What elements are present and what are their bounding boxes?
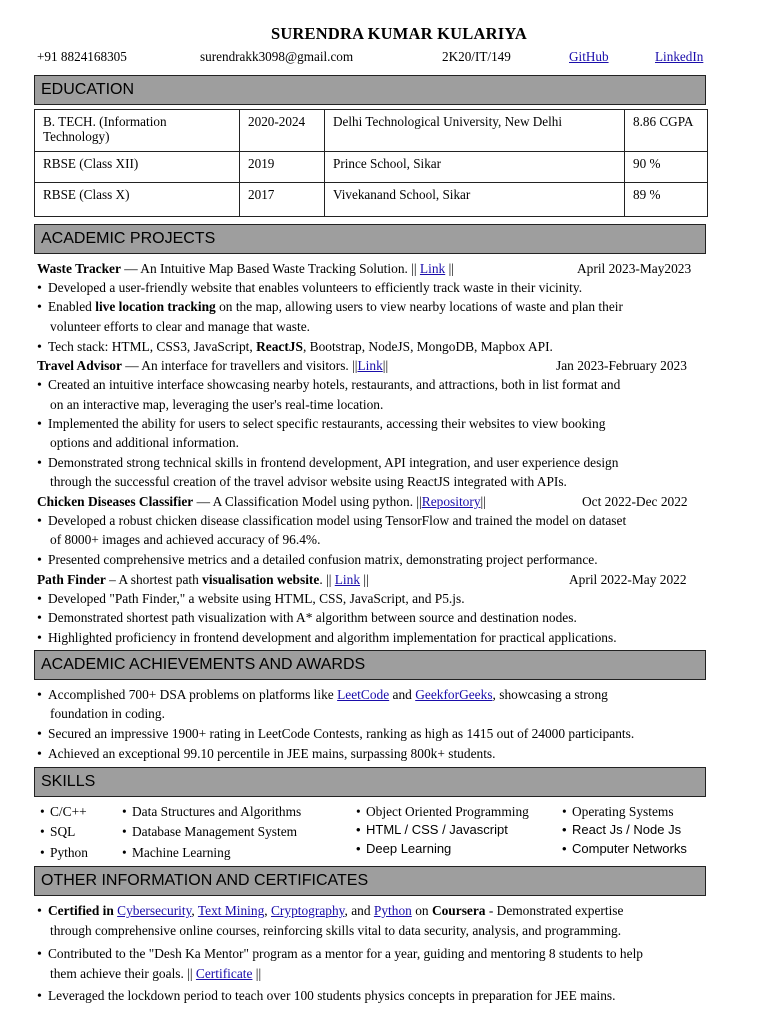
list-item bbox=[37, 297, 623, 318]
project-date: Oct 2022-Dec 2022 bbox=[582, 494, 688, 509]
table-row bbox=[35, 110, 708, 152]
roll-number: 2K20/IT/149 bbox=[442, 49, 511, 64]
certificate-link[interactable]: Certificate bbox=[195, 966, 253, 981]
skill-item: • HTML / CSS / Javascript bbox=[356, 822, 508, 837]
section-achievements: ACADEMIC ACHIEVEMENTS AND AWARDS bbox=[34, 650, 706, 680]
list-item-cont: through the successful creation of the travel advisor website using ReactJS integrated with APIs. bbox=[50, 474, 567, 489]
education-table bbox=[34, 109, 708, 217]
project-path-finder bbox=[37, 570, 369, 589]
highlight: live location tracking bbox=[95, 299, 216, 314]
project-waste-tracker bbox=[37, 259, 454, 278]
list-item: • Secured an impressive 1900+ rating in LeetCode Contests, ranking as high as 1415 out of 24000 participants. bbox=[37, 724, 634, 745]
skill-item: • React Js / Node Js bbox=[562, 822, 681, 837]
list-item: • Developed "Path Finder," a website using HTML, CSS, JavaScript, and P5.js. bbox=[37, 589, 465, 610]
separator: || bbox=[252, 966, 262, 981]
list-item: • Developed a robust chicken disease classification model using TensorFlow and trained the model on dataset bbox=[37, 511, 626, 532]
degree: RBSE (Class X) bbox=[35, 183, 240, 217]
separator: || bbox=[445, 261, 454, 276]
project-title: Waste Tracker bbox=[37, 261, 121, 276]
list-item bbox=[37, 337, 553, 358]
highlight: Certified in bbox=[48, 903, 118, 918]
project-date: April 2023-May2023 bbox=[577, 261, 692, 276]
score: 89 % bbox=[625, 183, 708, 217]
list-item: • Leveraged the lockdown period to teach over 100 students physics concepts in preparation for JEE mains. bbox=[37, 986, 615, 1007]
section-projects: ACADEMIC PROJECTS bbox=[34, 224, 706, 254]
list-item: • Certified in Cybersecurity, Text Mining, Cryptography, and Python on Coursera - Demonstrated expertise bbox=[37, 901, 623, 922]
project-date: Jan 2023-February 2023 bbox=[556, 358, 687, 373]
project-desc: — An Intuitive Map Based Waste Tracking Solution. || bbox=[120, 261, 420, 276]
cryptography-link[interactable]: Cryptography bbox=[270, 903, 345, 918]
skill-item: • C/C++ bbox=[40, 804, 87, 820]
institute: Prince School, Sikar bbox=[325, 152, 625, 183]
text: , showcasing a strong bbox=[492, 687, 608, 702]
highlight: visualisation website bbox=[202, 572, 320, 587]
text: Enabled bbox=[48, 299, 96, 314]
institute: Vivekanand School, Sikar bbox=[325, 183, 625, 217]
degree: RBSE (Class XII) bbox=[35, 152, 240, 183]
highlight: ReactJS bbox=[256, 339, 303, 354]
project-date: April 2022-May 2022 bbox=[569, 572, 687, 587]
table-row bbox=[35, 183, 708, 217]
list-item bbox=[37, 685, 608, 706]
text: . || bbox=[319, 572, 335, 587]
skill-item: • Computer Networks bbox=[562, 841, 687, 856]
list-item-cont: volunteer efforts to clear and manage that waste. bbox=[50, 319, 311, 334]
table-row bbox=[35, 152, 708, 183]
cybersecurity-link[interactable]: Cybersecurity bbox=[117, 903, 192, 918]
skill-item: • Object Oriented Programming bbox=[356, 804, 529, 820]
list-item-cont: through comprehensive online courses, reinforcing skills vital to data security, analysis, and programming. bbox=[50, 923, 622, 938]
score: 8.86 CGPA bbox=[625, 110, 708, 152]
list-item: • Contributed to the "Desh Ka Mentor" program as a mentor for a year, guiding and mentoring 8 students to help bbox=[37, 944, 643, 965]
text: on the map, allowing users to view nearby locations of waste and plan their bbox=[215, 299, 623, 314]
project-link[interactable]: Link bbox=[334, 572, 361, 587]
linkedin-link[interactable]: LinkedIn bbox=[655, 49, 704, 64]
section-skills: SKILLS bbox=[34, 767, 706, 797]
project-title: Path Finder bbox=[37, 572, 106, 587]
geekforgeeks-link[interactable]: GeekforGeeks bbox=[415, 687, 493, 702]
skill-item: • Python bbox=[40, 845, 88, 861]
text: , and bbox=[344, 903, 374, 918]
text: - Demonstrated expertise bbox=[485, 903, 624, 918]
email: surendrakk3098@gmail.com bbox=[200, 49, 354, 64]
project-link[interactable]: Repository bbox=[421, 494, 481, 509]
skill-item: • Data Structures and Algorithms bbox=[122, 804, 301, 820]
section-other: OTHER INFORMATION AND CERTIFICATES bbox=[34, 866, 706, 896]
project-travel-advisor bbox=[37, 356, 388, 375]
project-desc: — An interface for travellers and visitors. || bbox=[121, 358, 358, 373]
skill-item: • SQL bbox=[40, 824, 75, 840]
list-item: • Created an intuitive interface showcasing nearby hotels, restaurants, and attractions, both in list format and bbox=[37, 375, 620, 396]
text: Accomplished 700+ DSA problems on platforms like bbox=[48, 687, 338, 702]
github-link[interactable]: GitHub bbox=[569, 49, 609, 64]
separator: || bbox=[480, 494, 486, 509]
list-item-cont: options and additional information. bbox=[50, 435, 239, 450]
highlight: Coursera bbox=[431, 903, 486, 918]
text: Tech stack: HTML, CSS3, JavaScript, bbox=[48, 339, 257, 354]
list-item: • Implemented the ability for users to select specific restaurants, accessing their websites to view booking bbox=[37, 414, 605, 435]
separator: || bbox=[360, 572, 369, 587]
list-item-cont: foundation in coding. bbox=[50, 706, 165, 721]
list-item: • Achieved an exceptional 99.10 percentile in JEE mains, surpassing 800k+ students. bbox=[37, 744, 495, 765]
section-education: EDUCATION bbox=[34, 75, 706, 105]
years: 2017 bbox=[240, 183, 325, 217]
text: and bbox=[389, 687, 416, 702]
project-link[interactable]: Link bbox=[357, 358, 383, 373]
years: 2020-2024 bbox=[240, 110, 325, 152]
project-link[interactable]: Link bbox=[419, 261, 446, 276]
project-title: Travel Advisor bbox=[37, 358, 122, 373]
project-desc: — A Classification Model using python. || bbox=[193, 494, 422, 509]
leetcode-link[interactable]: LeetCode bbox=[337, 687, 390, 702]
skill-item: • Database Management System bbox=[122, 824, 297, 840]
skill-item: • Machine Learning bbox=[122, 845, 231, 861]
years: 2019 bbox=[240, 152, 325, 183]
phone: +91 8824168305 bbox=[37, 49, 127, 64]
skill-item: • Deep Learning bbox=[356, 841, 451, 856]
skill-item: • Operating Systems bbox=[562, 804, 674, 820]
score: 90 % bbox=[625, 152, 708, 183]
candidate-name: SURENDRA KUMAR KULARIYA bbox=[270, 24, 528, 43]
text-mining-link[interactable]: Text Mining bbox=[197, 903, 265, 918]
list-item: • Developed a user-friendly website that enables volunteers to efficiently track waste in their vicinity. bbox=[37, 278, 582, 299]
list-item: • Highlighted proficiency in frontend development and algorithm implementation for practical applications. bbox=[37, 628, 617, 649]
project-chicken-classifier bbox=[37, 492, 486, 511]
list-item-cont: on an interactive map, leveraging the user's real-time location. bbox=[50, 397, 384, 412]
list-item-cont bbox=[50, 964, 261, 984]
text: on bbox=[411, 903, 432, 918]
degree: B. TECH. (Information Technology) bbox=[35, 110, 240, 152]
list-item: • Presented comprehensive metrics and a detailed confusion matrix, demonstrating project performance. bbox=[37, 550, 598, 571]
list-item: • Demonstrated shortest path visualization with A* algorithm between source and destination nodes. bbox=[37, 608, 577, 629]
project-desc: – A shortest path bbox=[105, 572, 203, 587]
text: , Bootstrap, NodeJS, MongoDB, Mapbox API. bbox=[302, 339, 553, 354]
python-link[interactable]: Python bbox=[373, 903, 412, 918]
text: them achieve their goals. || bbox=[50, 966, 196, 981]
list-item: • Demonstrated strong technical skills in frontend development, API integration, and user experience design bbox=[37, 453, 618, 474]
project-title: Chicken Diseases Classifier bbox=[37, 494, 194, 509]
separator: || bbox=[382, 358, 389, 373]
list-item-cont: of 8000+ images and achieved accuracy of 96.4%. bbox=[50, 532, 321, 547]
institute: Delhi Technological University, New Delhi bbox=[325, 110, 625, 152]
